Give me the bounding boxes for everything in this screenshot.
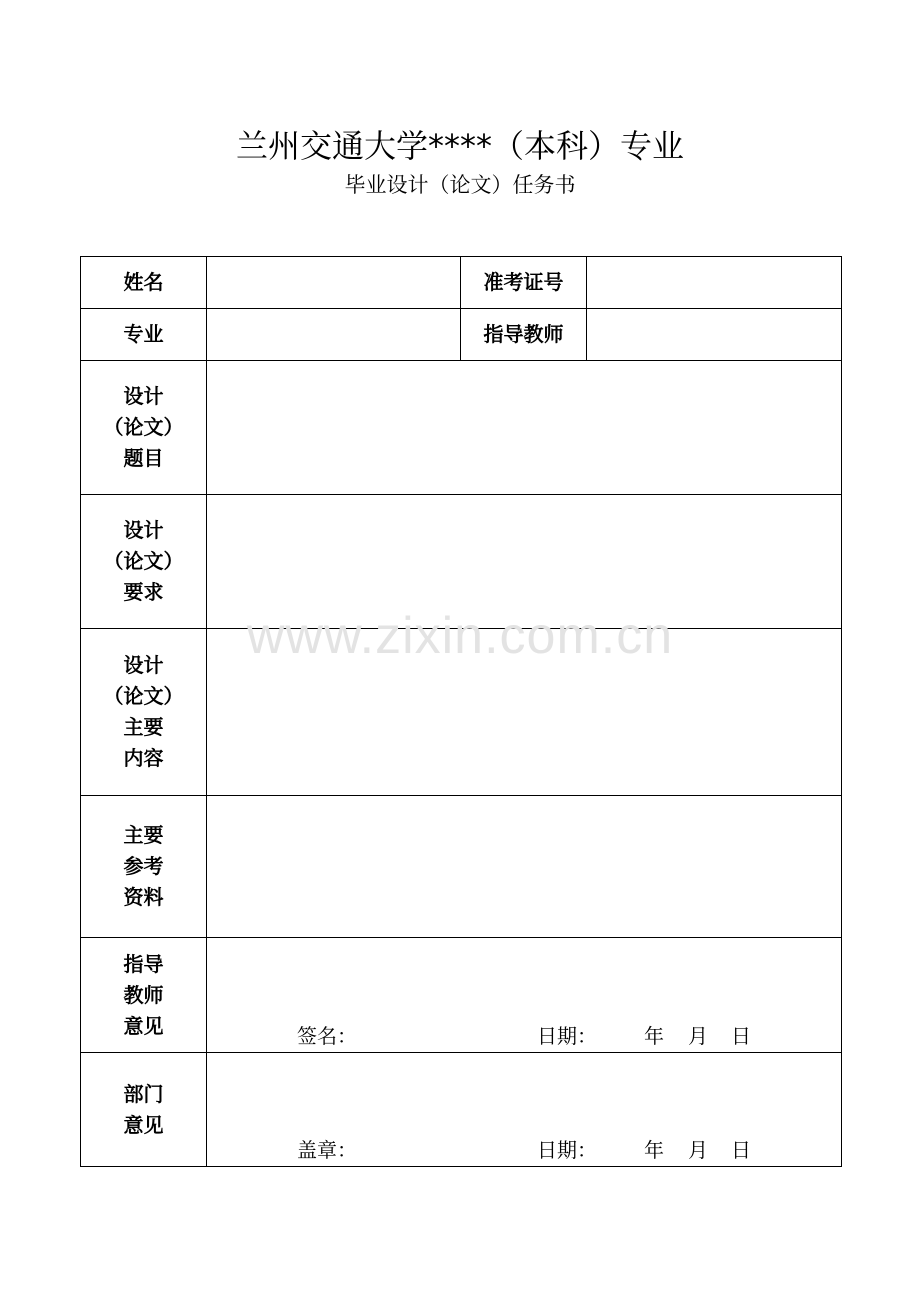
month-label: 月 [688, 1138, 708, 1162]
watermark: www.zixin.com.cn [246, 607, 674, 665]
dept-opinion-field[interactable] [207, 1053, 842, 1167]
advisor-field[interactable] [587, 309, 842, 361]
exam-id-label: 准考证号 [461, 257, 587, 309]
main-content-field[interactable] [207, 629, 842, 796]
signature-line [207, 1020, 841, 1048]
task-form-table [80, 256, 842, 1167]
references-label: 主要 参考 资料 [81, 796, 207, 938]
year-label: 年 [644, 1138, 664, 1162]
table-row [81, 796, 842, 938]
day-label: 日 [731, 1138, 751, 1162]
advisor-label: 指导教师 [461, 309, 587, 361]
major-field[interactable] [207, 309, 461, 361]
references-field[interactable] [207, 796, 842, 938]
table-row [81, 629, 842, 796]
advisor-opinion-label: 指导 教师 意见 [81, 938, 207, 1053]
sign-label: 签名： [297, 1024, 357, 1048]
month-label: 月 [688, 1024, 708, 1048]
year-label: 年 [644, 1024, 664, 1048]
table-row [81, 361, 842, 495]
requirements-field[interactable] [207, 495, 842, 629]
document-title: 兰州交通大学****（本科）专业 [235, 127, 684, 165]
date-label: 日期： [537, 1138, 597, 1162]
topic-field[interactable] [207, 361, 842, 495]
table-row [81, 1053, 842, 1167]
advisor-opinion-field[interactable] [207, 938, 842, 1053]
date-label: 日期： [537, 1024, 597, 1048]
stamp-label: 盖章： [297, 1138, 357, 1162]
exam-id-field[interactable] [587, 257, 842, 309]
name-label: 姓名 [81, 257, 207, 309]
topic-label: 设计 （论文） 题目 [81, 361, 207, 495]
day-label: 日 [731, 1024, 751, 1048]
table-row [81, 938, 842, 1053]
dept-opinion-label: 部门 意见 [81, 1053, 207, 1167]
main-content-label: 设计 （论文） 主要 内容 [81, 629, 207, 796]
table-row [81, 257, 842, 309]
document-subtitle: 毕业设计（论文）任务书 [344, 173, 576, 197]
stamp-line [207, 1134, 841, 1162]
table-row [81, 495, 842, 629]
major-label: 专业 [81, 309, 207, 361]
name-field[interactable] [207, 257, 461, 309]
requirements-label: 设计 （论文） 要求 [81, 495, 207, 629]
table-row [81, 309, 842, 361]
